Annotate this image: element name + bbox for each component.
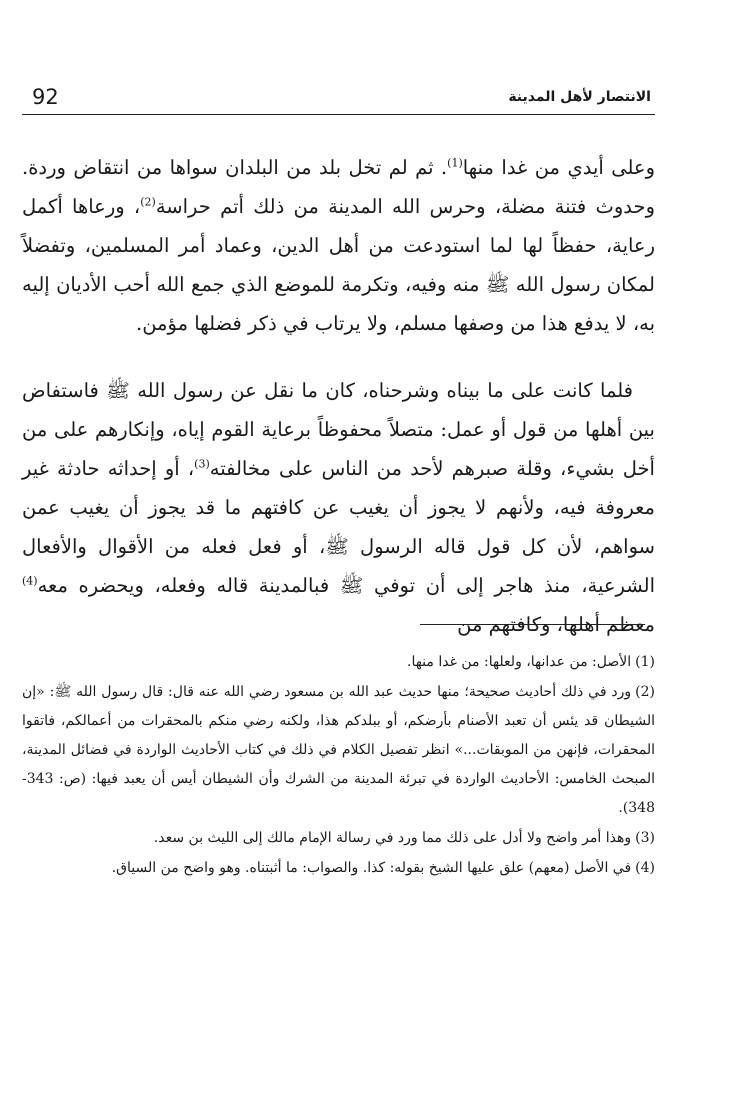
paragraph-2-part-1: فلما كانت على ما بيناه وشرحناه، كان ما نقل عن رسول الله ﷺ فاستفاض بين أهلها من قول أو عمل: متصلاً محفوظاً برعاية القوم إياه، وإنكارهم على من أخل بشيء، وقلة صبرهم لأحد من الناس على مخالفته xyxy=(22,379,655,480)
footnote-text: ورد في ذلك أحاديث صحيحة؛ منها حديث عبد الله بن مسعود رضي الله عنه قال: قال رسول الله ﷺ: «إن الشيطان قد يئس أن تعبد الأصنام بأرضكم، أو ببلدكم هذا، ولكنه رضي منكم بالمحقرات من أعمالكم، فاتقوا المحقرات، فإنهن من الموبقات...» انظر تفصيل الكلام في ذلك في كتاب الأحاديث الواردة في فضائل المدينة، المبحث الخامس: الأحاديث الواردة في تبرئة المدينة من الشرك وأن الشيطان أيس أن يعبد فيها: (ص: 343-348). xyxy=(22,684,655,816)
footnote-number: (1) xyxy=(635,654,655,670)
paragraph-1-part-3: ، ورعاها أكمل رعاية، حفظاً لها لما استودعت من أهل الدين، وعماد أمر المسلمين، وتفضلاً لمكان رسول الله ﷺ منه وفيه، وتكرمة للموضع الذي جمع الله أحب الأديان إليه به، لا يدفع هذا من وصفها مسلم، ولا يرتاب في ذكر فضلها مؤمن. xyxy=(22,195,655,335)
footnote-ref-2: (2) xyxy=(140,195,156,209)
main-text xyxy=(22,148,655,644)
footnote-text: وهذا أمر واضح ولا أدل على ذلك مما ورد في رسالة الإمام مالك إلى الليث بن سعد. xyxy=(153,830,632,846)
footnote-number: (4) xyxy=(635,860,655,876)
footnote-ref-3: (3) xyxy=(194,457,210,471)
footnote-4 xyxy=(22,854,655,883)
paragraph-2-part-3: معظم أهلها، وكافتهم من xyxy=(457,613,655,636)
paragraph-2-part-2: ، أو إحداثه حادثة غير معروفة فيه، ولأنهم لا يجوز أن يغيب عن كافتهم ما قد يجوز أن يغيب عمن سواهم، لأن كل قول قاله الرسول ﷺ، أو فعل فعله من الأقوال والأفعال الشرعية، منذ هاجر إلى أن توفي ﷺ فبالمدينة قاله وفعله، ويحضره معه xyxy=(22,457,656,597)
footnote-text: في الأصل (معهم) علق عليها الشيخ بقوله: كذا. والصواب: ما أثبتناه. وهو واضح من السياق. xyxy=(111,860,632,876)
footnote-text: الأصل: من عدانها، ولعلها: من غدا منها. xyxy=(407,654,632,670)
paragraph-1 xyxy=(22,148,655,343)
footnotes xyxy=(22,648,655,884)
footnote-separator xyxy=(420,624,645,625)
footnote-ref-1: (1) xyxy=(447,156,463,170)
paragraph-1-part-1: وعلى أيدي من غدا منها xyxy=(462,156,655,179)
footnote-number: (2) xyxy=(635,684,655,700)
paragraph-2 xyxy=(22,371,655,644)
footnote-1 xyxy=(22,648,655,677)
paragraph-1-part-2: . ثم لم تخل بلد من البلدان سواها من انتقاض وردة. وحدوث فتنة مضلة، وحرس الله المدينة من ذلك أتم حراسة xyxy=(22,156,655,218)
running-title: الانتصار لأهل المدينة xyxy=(508,89,651,105)
footnote-3 xyxy=(22,824,655,853)
page-number: 92 xyxy=(32,85,59,109)
page-header xyxy=(22,86,655,115)
footnote-ref-4: (4) xyxy=(22,574,38,588)
footnote-2 xyxy=(22,678,655,823)
footnote-number: (3) xyxy=(635,830,655,846)
